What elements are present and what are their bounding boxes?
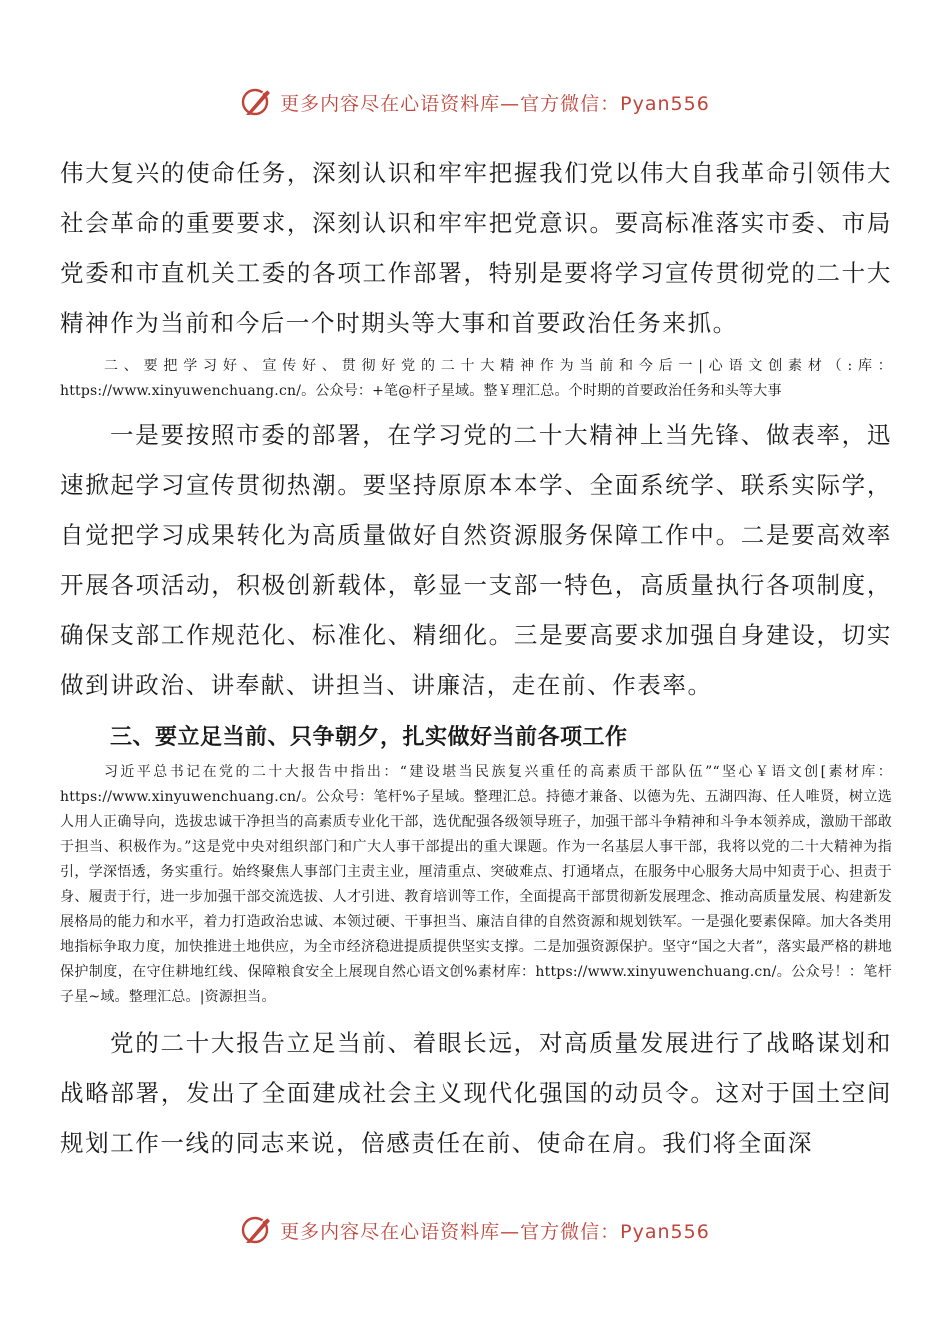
section-three-heading: 三、要立足当前、只争朝夕，扎实做好当前各项工作 <box>110 725 628 750</box>
paragraph-xi-quote: 习近平总书记在党的二十大报告中指出：“建设堪当民族复兴重任的高素质干部队伍”“坚心￥语文创[素材库：https://www.xinyuwenchuang.cn/。公众号：笔杆%子星域。整理汇总。持德才兼备、以德为先、五湖四海、任人唯贤，树立选人用人正确导向，选拔忠诚干净担当的高素质专业化干部，选优配强各级领导班子，加强干部斗争精神和斗争本领养成，激励干部敢于担当、积极作为。”这是党中央对组织部门和广大人事干部提出的重大课题。作为一名基层人事干部，我将以党的二十大精神为指引，学深悟透，务实重行。始终聚焦人事部门主责主业，厘清重点、突破难点、打通堵点，在服务中心服务大局中知责于心、担责于身、履责于行，进一步加强干部交流选拔、人才引进、教育培训等工作，全面提高干部贯彻新发展理念、推动高质量发展、构建新发展格局的能力和水平，着力打造政治忠诚、本领过硬、干事担当、廉洁自律的自然资源和规划铁军。一是强化要素保障。加大各类用地指标争取力度，加快推进土地供应，为全市经济稳进提质提供坚实支撑。二是加强资源保护。坚守“国之大者”，落实最严格的耕地保护制度，在守住耕地红线、保障粮食安全上展现自然心语文创%素材库：https://www.xinyuwenchuang.cn/。公众号！：笔杆子星~域。整理汇总。|资源担当。 <box>60 764 892 1005</box>
document-body <box>60 148 892 1168</box>
header-banner <box>0 82 950 122</box>
paragraph-report-summary: 党的二十大报告立足当前、着眼长远，对高质量发展进行了战略谋划和战略部署，发出了全面建成社会主义现代化强国的动员令。这对于国土空间规划工作一线的同志来说，倍感责任在前、使命在肩。我们将全面深 <box>60 1029 892 1157</box>
quill-logo-icon <box>240 85 274 119</box>
footer-banner <box>0 1210 950 1250</box>
quill-logo-icon <box>240 1213 274 1247</box>
paragraph-continuation: 伟大复兴的使命任务，深刻认识和牢牢把握我们党以伟大自我革命引领伟大社会革命的重要要求，深刻认识和牢牢把党意识。要高标准落实市委、市局党委和市直机关工委的各项工作部署，特别是要将学习宣传贯彻党的二十大精神作为当前和今后一个时期头等大事和首要政治任务来抓。 <box>60 159 892 337</box>
footer-banner-text: 更多内容尽在心语资料库—官方微信：Pyan556 <box>280 1220 710 1243</box>
paragraph-first-second-third: 一是要按照市委的部署，在学习党的二十大精神上当先锋、做表率，迅速掀起学习宣传贯彻热潮。要坚持原原本本学、全面系统学、联系实际学，自觉把学习成果转化为高质量做好自然资源服务保障工作中。二是要高效率开展各项活动，积极创新载体，彰显一支部一特色，高质量执行各项制度，确保支部工作规范化、标准化、精细化。三是要高要求加强自身建设，切实做到讲政治、讲奉献、讲担当、讲廉洁，走在前、作表率。 <box>60 421 892 699</box>
paragraph-section-two: 二、要把学习好、宣传好、贯彻好党的二十大精神作为当前和今后一|心语文创素材（:库：https://www.xinyuwenchuang.cn/。公众号：+笔@杆子星域。整￥理汇总。个时期的首要政治任务和头等大事 <box>60 358 892 399</box>
header-banner-text: 更多内容尽在心语资料库—官方微信：Pyan556 <box>280 92 710 115</box>
